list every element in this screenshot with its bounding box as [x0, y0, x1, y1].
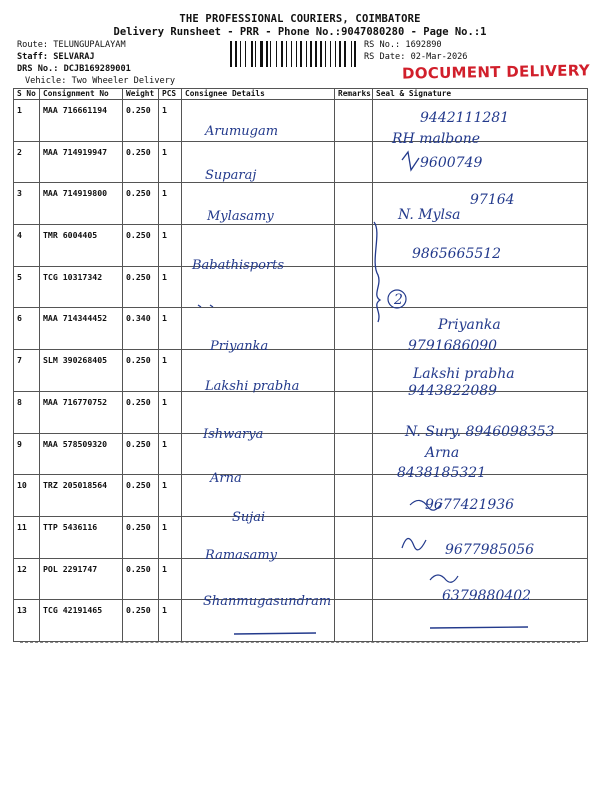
handwritten-signature: 9865665512: [412, 246, 502, 262]
handwritten-consignee-name: Lakshi prabha: [205, 379, 300, 394]
cell-cons: TRZ 205018564: [40, 475, 123, 517]
handwritten-signature: N. Sury. 8946098353: [405, 424, 555, 440]
cell-pcs: 1: [159, 475, 182, 517]
cell-weight: 0.250: [123, 516, 159, 558]
handwritten-consignee-name: Arna: [210, 471, 242, 486]
vehicle-label: Vehicle: Two Wheeler Delivery: [25, 76, 176, 86]
handwritten-consignee-name: Babathisports: [192, 258, 285, 273]
handwritten-consignee-name: Arumugam: [205, 124, 279, 139]
cell-pcs: 1: [159, 558, 182, 600]
cell-weight: 0.250: [123, 183, 159, 225]
cell-cons: MAA 716770752: [40, 391, 123, 433]
cell-cons: MAA 714344452: [40, 308, 123, 350]
signature-scribble-2: [410, 500, 442, 510]
cell-pcs: 1: [159, 183, 182, 225]
cell-cons: MAA 714919947: [40, 141, 123, 183]
cell-weight: 0.250: [123, 558, 159, 600]
handwritten-consignee-name: Ishwarya: [203, 427, 264, 442]
cell-sno: 5: [14, 266, 40, 308]
cell-sno: 6: [14, 308, 40, 350]
handwritten-consignee-name: Sujai: [232, 510, 266, 525]
cell-sno: 4: [14, 225, 40, 267]
cell-weight: 0.340: [123, 308, 159, 350]
cell-pcs: 1: [159, 600, 182, 642]
drs-label: DRS No.: DCJB169289001: [17, 64, 131, 74]
handwritten-signature: 6379880402: [442, 588, 532, 604]
cell-sno: 7: [14, 350, 40, 392]
column-header: Seal & Signature: [373, 89, 588, 100]
company-title: THE PROFESSIONAL COURIERS, COIMBATORE: [179, 13, 421, 25]
page-divider: [20, 642, 580, 643]
cell-pcs: 1: [159, 391, 182, 433]
handwritten-consignee-name: Ramasamy: [205, 548, 278, 563]
cell-sno: 11: [14, 516, 40, 558]
route-label: Route: TELUNGUPALAYAM: [17, 40, 126, 50]
handwritten-consignee-name: Suparaj: [205, 168, 257, 183]
cell-pcs: 1: [159, 100, 182, 142]
handwritten-signature: Arna: [425, 445, 460, 461]
underline-mark: [234, 633, 316, 634]
cell-cons: POL 2291747: [40, 558, 123, 600]
cell-cons: SLM 390268405: [40, 350, 123, 392]
cell-sno: 9: [14, 433, 40, 475]
column-header: Weight: [123, 89, 159, 100]
cell-sno: 10: [14, 475, 40, 517]
circled-number-mark: [388, 290, 406, 308]
handwritten-phone: 9443822089: [408, 383, 498, 399]
cell-weight: 0.250: [123, 433, 159, 475]
cell-sno: 3: [14, 183, 40, 225]
cell-pcs: 1: [159, 225, 182, 267]
column-header: Consignee Details: [182, 89, 335, 100]
cell-sno: 13: [14, 600, 40, 642]
column-header: Remarks: [335, 89, 373, 100]
cell-weight: 0.250: [123, 350, 159, 392]
handwritten-signature: 9677421936: [425, 497, 515, 513]
underline-mark-2: [430, 627, 528, 628]
cell-weight: 0.250: [123, 600, 159, 642]
cell-sno: 2: [14, 141, 40, 183]
signature-scribble: [402, 152, 419, 170]
handwritten-signature: Priyanka: [438, 317, 501, 333]
brace-mark: [374, 222, 380, 322]
handwritten-signature: 9677985056: [445, 542, 535, 558]
handwritten-consignee-name: Mylasamy: [207, 209, 274, 224]
handwritten-signature: 9600749: [420, 155, 483, 171]
handwritten-signature: 9442111281: [420, 110, 510, 126]
cell-pcs: 1: [159, 433, 182, 475]
column-header: S No: [14, 89, 40, 100]
handwritten-phone: 9791686090: [408, 338, 498, 354]
cell-weight: 0.250: [123, 225, 159, 267]
column-header: Consignment No: [40, 89, 123, 100]
cell-sno: 12: [14, 558, 40, 600]
signature-scribble-4: [430, 575, 458, 582]
handwritten-consignee-name: Shanmugasundram: [203, 594, 332, 609]
cell-cons: TCG 10317342: [40, 266, 123, 308]
cell-pcs: 1: [159, 141, 182, 183]
cell-cons: MAA 714919800: [40, 183, 123, 225]
cell-weight: 0.250: [123, 391, 159, 433]
handwritten-consignee-name: Priyanka: [210, 339, 269, 354]
handwritten-phone: 8438185321: [397, 465, 487, 481]
cell-cons: TCG 42191465: [40, 600, 123, 642]
cell-cons: TMR 6004405: [40, 225, 123, 267]
rs-date: RS Date: 02-Mar-2026: [364, 52, 468, 62]
cell-sno: 1: [14, 100, 40, 142]
cell-pcs: 1: [159, 516, 182, 558]
cell-cons: MAA 716661194: [40, 100, 123, 142]
cell-sno: 8: [14, 391, 40, 433]
handwritten-phone: RH malbone: [392, 131, 480, 147]
cell-pcs: 1: [159, 308, 182, 350]
rs-number: RS No.: 1692890: [364, 40, 442, 50]
handwritten-signature: 97164: [470, 192, 515, 208]
handwritten-phone: N. Mylsa: [398, 207, 461, 223]
cell-cons: MAA 578509320: [40, 433, 123, 475]
signature-scribble-3: [402, 538, 426, 549]
handwritten-phone: 2: [394, 292, 403, 308]
tick-mark: [198, 305, 213, 307]
cell-weight: 0.250: [123, 141, 159, 183]
cell-weight: 0.250: [123, 475, 159, 517]
document-delivery-stamp: DOCUMENT DELIVERY: [401, 61, 591, 83]
cell-weight: 0.250: [123, 100, 159, 142]
handwritten-signature: Lakshi prabha: [413, 366, 515, 382]
runsheet-title: Delivery Runsheet - PRR - Phone No.:9047080280 - Page No.:1: [113, 26, 487, 38]
cell-weight: 0.250: [123, 266, 159, 308]
cell-pcs: 1: [159, 350, 182, 392]
cell-pcs: 1: [159, 266, 182, 308]
column-header: PCS: [159, 89, 182, 100]
cell-cons: TTP 5436116: [40, 516, 123, 558]
staff-label: Staff: SELVARAJ: [17, 52, 95, 62]
